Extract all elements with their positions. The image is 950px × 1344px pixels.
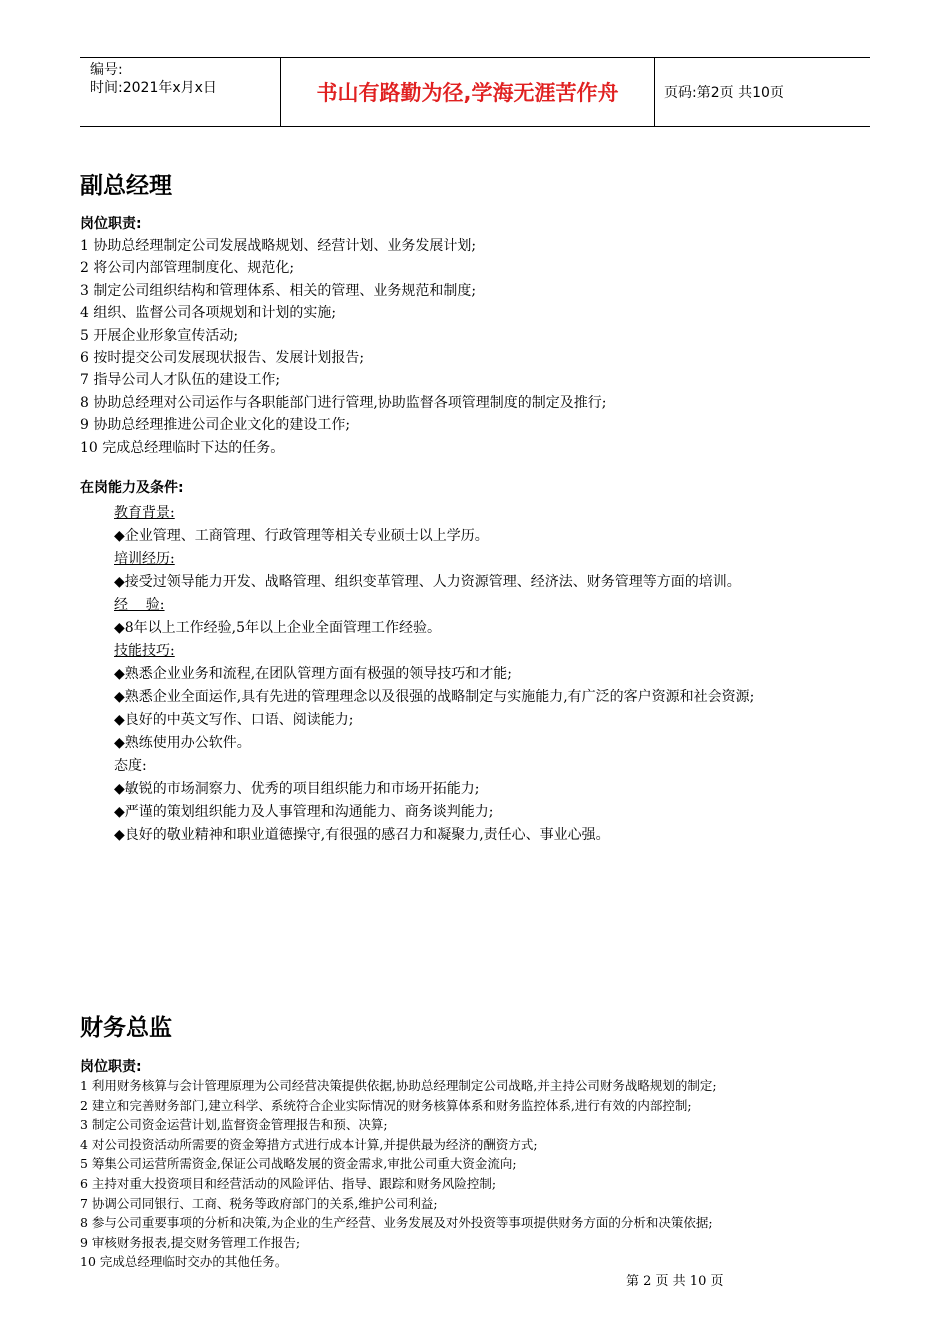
list-item: ◆严谨的策划组织能力及人事管理和沟通能力、商务谈判能力; [114, 804, 494, 820]
qualifications-block [80, 502, 870, 847]
list-item: 6 主持对重大投资项目和经营活动的风险评估、指导、跟踪和财务风险控制; [80, 1175, 497, 1191]
list-item: 8 参与公司重要事项的分析和决策,为企业的生产经营、业务发展及对外投资等事项提供财务方面的分析和决策依据; [80, 1215, 713, 1231]
duties-list-deputy-gm [80, 235, 607, 459]
list-item: 3 制定公司资金运营计划,监督资金管理报告和预、决算; [80, 1117, 388, 1133]
training-label: 培训经历: [114, 551, 175, 567]
duties-heading: 岗位职责: [80, 216, 142, 232]
list-item: 1 协助总经理制定公司发展战略规划、经营计划、业务发展计划; [80, 238, 477, 254]
list-item: ◆良好的中英文写作、口语、阅读能力; [114, 712, 354, 728]
list-item: 9 审核财务报表,提交财务管理工作报告; [80, 1234, 301, 1250]
list-item: ◆8年以上工作经验,5年以上企业全面管理工作经验。 [114, 620, 442, 636]
list-item: 4 对公司投资活动所需要的资金筹措方式进行成本计算,并提供最为经济的酬资方式; [80, 1136, 538, 1152]
list-item: 10 完成总经理临时交办的其他任务。 [80, 1254, 288, 1270]
list-item: ◆熟悉企业业务和流程,在团队管理方面有极强的领导技巧和才能; [114, 666, 512, 682]
list-item: ◆企业管理、工商管理、行政管理等相关专业硕士以上学历。 [114, 528, 489, 544]
skills-label: 技能技巧: [114, 643, 175, 659]
header-motto: 书山有路勤为径,学海无涯苦作舟 [281, 58, 655, 126]
list-item: 7 协调公司同银行、工商、税务等政府部门的关系,维护公司利益; [80, 1195, 438, 1211]
page-footer: 第 2 页 共 10 页 [626, 1274, 724, 1289]
list-item: 10 完成总经理临时下达的任务。 [80, 439, 285, 456]
attitude-label: 态度: [114, 758, 147, 774]
list-item: 8 协助总经理对公司运作与各职能部门进行管理,协助监督各项管理制度的制定及推行; [80, 394, 607, 411]
list-item: 2 将公司内部管理制度化、规范化; [80, 260, 295, 277]
list-item: 9 协助总经理推进公司企业文化的建设工作; [80, 417, 351, 434]
education-label: 教育背景: [114, 505, 175, 521]
list-item: 6 按时提交公司发展现状报告、发展计划报告; [80, 350, 365, 367]
duties-list-cfo [80, 1076, 717, 1272]
section-title-deputy-gm: 副总经理 [80, 173, 172, 199]
list-item: ◆敏锐的市场洞察力、优秀的项目组织能力和市场开拓能力; [114, 781, 480, 797]
list-item: ◆熟练使用办公软件。 [114, 735, 251, 751]
list-item: ◆熟悉企业全面运作,具有先进的管理理念以及很强的战略制定与实施能力,有广泛的客户资源和社会资源; [114, 689, 755, 705]
page-header [80, 57, 870, 127]
list-item: 4 组织、监督公司各项规划和计划的实施; [80, 305, 337, 322]
list-item: ◆良好的敬业精神和职业道德操守,有很强的感召力和凝聚力,责任心、事业心强。 [114, 827, 610, 843]
experience-label: 经 验: [114, 597, 165, 613]
list-item: 5 筹集公司运营所需资金,保证公司战略发展的资金需求,审批公司重大资金流向; [80, 1156, 517, 1172]
list-item: ◆接受过领导能力开发、战略管理、组织变革管理、人力资源管理、经济法、财务管理等方面的培训。 [114, 574, 741, 590]
list-item: 7 指导公司人才队伍的建设工作; [80, 372, 281, 389]
duties-heading: 岗位职责: [80, 1059, 142, 1075]
list-item: 5 开展企业形象宣传活动; [80, 327, 239, 344]
list-item: 2 建立和完善财务部门,建立科学、系统符合企业实际情况的财务核算体系和财务监控体系,进行有效的内部控制; [80, 1097, 692, 1113]
list-item: 1 利用财务核算与会计管理原理为公司经营决策提供依据,协助总经理制定公司战略,并主持公司财务战略规划的制定; [80, 1078, 717, 1093]
qualifications-heading: 在岗能力及条件: [80, 480, 184, 496]
document-time-label: 时间:2021年x月x日 [90, 80, 217, 96]
header-meta-cell [80, 58, 281, 126]
section-title-cfo: 财务总监 [80, 1015, 172, 1041]
header-page-label: 页码:第2页 共10页 [664, 85, 784, 101]
list-item: 3 制定公司组织结构和管理体系、相关的管理、业务规范和制度; [80, 282, 477, 299]
document-number-label: 编号: [90, 62, 123, 78]
